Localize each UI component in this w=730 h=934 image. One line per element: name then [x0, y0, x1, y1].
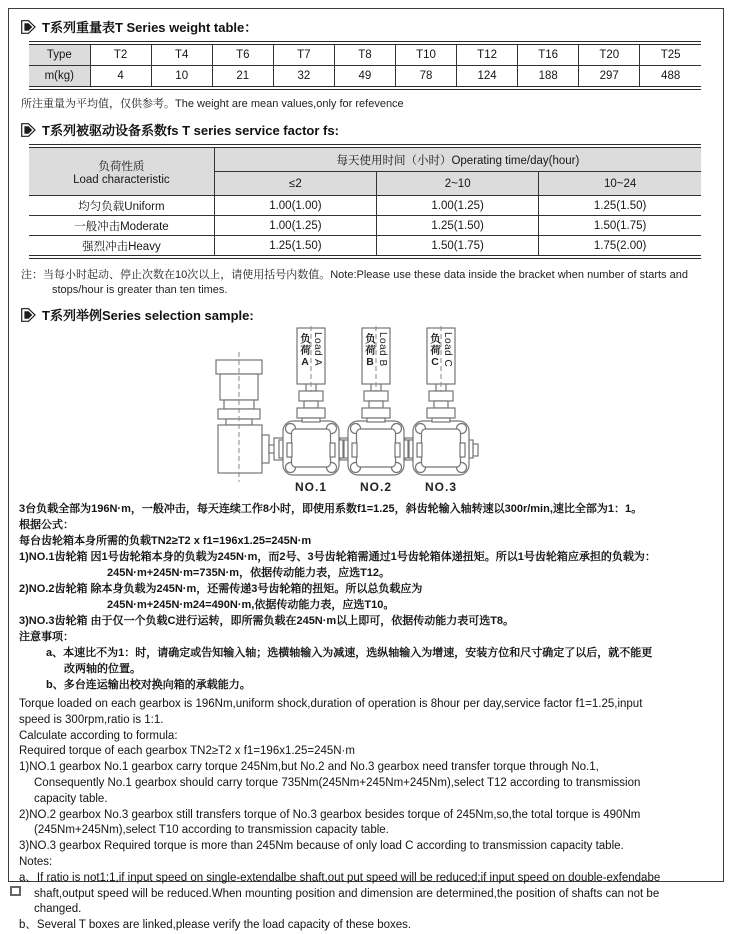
sample-section-title: T系列举例Series selection sample:: [42, 308, 254, 323]
cn-line: 245N·m+245N·m24=490N·m,依据传动能力表，应选T10。: [107, 599, 395, 611]
service-row-label: 一般冲击Moderate: [29, 216, 214, 236]
service-value: 1.50(1.75): [539, 216, 701, 236]
weight-value: 188: [518, 66, 579, 87]
service-factor-section-header: [21, 120, 723, 139]
weight-value: 21: [212, 66, 273, 87]
service-value: 1.00(1.25): [377, 196, 539, 216]
load-b-label-zh: 负荷B: [364, 333, 376, 369]
cn-line: 245N·m+245N·m=735N·m，依据传动能力表，应选T12。: [107, 567, 391, 579]
time-col-header: ≤2: [214, 172, 376, 196]
cn-line: 3台负载全部为196N·m，一般冲击，每天连续工作8小时，即使用系数f1=1.25，斜齿轮输入轴转速以300r/min,速比全部为1：1。: [19, 503, 643, 515]
weight-value: 297: [579, 66, 640, 87]
en-line: 2)NO.2 gearbox No.3 gearbox still transfers torque of No.3 gearbox besides torque of 245Nm,so,the total torque is 490Nm: [19, 808, 641, 821]
service-section-title: T系列被驱动设备系数fs T series service factor fs:: [42, 123, 339, 138]
service-value: 1.00(1.25): [214, 216, 376, 236]
weight-row-label: m(kg): [29, 66, 90, 87]
weight-table: [29, 41, 701, 90]
cn-line: b、多台连运输出校对换向箱的承载能力。: [46, 679, 251, 691]
motor: [216, 360, 283, 473]
cn-line: 3)NO.3齿轮箱 由于仅一个负载C进行运转，即所需负载在245N·m以上即可，依据传动能力表可选T8。: [19, 615, 515, 627]
service-value: 1.75(2.00): [539, 236, 701, 256]
weight-col-header: T2: [90, 45, 151, 66]
weight-table-value-row: [29, 66, 701, 87]
weight-col-header: T4: [151, 45, 212, 66]
load-c-label-en: Load C: [442, 332, 453, 368]
gearbox-label-3: NO.3: [424, 480, 458, 494]
weight-value: 32: [273, 66, 334, 87]
weight-col-header: T7: [273, 45, 334, 66]
en-line: Required torque of each gearbox TN2≥T2 x f1=196x1.25=245N·m: [19, 745, 355, 758]
weight-col-header: Type: [29, 45, 90, 66]
bracket-note-line1: 注：当每小时起动、停止次数在10次以上，请使用括号内数值。Note:Please use these data inside the bracket when number of starts and: [21, 269, 688, 281]
weight-col-header: T16: [518, 45, 579, 66]
load-b-label-en: Load B: [377, 332, 388, 367]
en-line: Torque loaded on each gearbox is 196Nm,uniform shock,duration of operation is 8hour per day,service factor f1=1.25,input: [19, 698, 643, 710]
load-a-label-en: Load A: [312, 332, 323, 367]
weight-col-header: T20: [579, 45, 640, 66]
time-col-header: 2~10: [377, 172, 539, 196]
section-arrow-icon: [21, 20, 36, 34]
sample-section-header: [21, 305, 723, 324]
section-arrow-icon: [21, 308, 36, 322]
service-factor-table: [29, 144, 701, 259]
cn-line: 改两轴的位置。: [64, 663, 141, 675]
weight-col-header: T6: [212, 45, 273, 66]
load-characteristic-en: Load characteristic: [73, 173, 170, 186]
bracket-note-line2: stops/hour is greater than ten times.: [52, 284, 228, 296]
en-line: 3)NO.3 gearbox Required torque is more than 245Nm because of only load C according to transmission capacity table.: [19, 840, 624, 853]
weight-value: 488: [640, 66, 701, 87]
service-row-uniform: [29, 196, 701, 216]
service-value: 1.00(1.00): [214, 196, 376, 216]
service-row-label: 均匀负载Uniform: [29, 196, 214, 216]
selection-sample-diagram: [9, 326, 723, 496]
en-line: shaft,output speed will be reduced.When mounting position and dimension are determined,the position of shafts can not be: [34, 887, 660, 900]
cn-line: 根据公式：: [19, 519, 74, 531]
en-line: Consequently No.1 gearbox should carry torque 735Nm(245Nm+245Nm+245Nm),select T12 according to transmission: [34, 776, 641, 789]
section-arrow-icon: [21, 123, 36, 137]
weight-table-header-row: [29, 45, 701, 66]
en-line: capacity table.: [34, 792, 108, 805]
load-characteristic-zh: 负荷性质: [98, 160, 145, 173]
en-line: Calculate according to formula:: [19, 729, 178, 742]
load-a-label-zh: 负荷A: [299, 333, 311, 369]
weight-col-header: T10: [395, 45, 456, 66]
page-frame: [8, 8, 724, 932]
service-row-heavy: [29, 236, 701, 256]
chinese-explanation: [19, 501, 723, 693]
en-line: Notes:: [19, 855, 53, 868]
operating-time-header: 每天使用时间（小时）Operating time/day(hour): [214, 148, 701, 172]
service-header-row-1: [29, 148, 701, 172]
en-line: 1)NO.1 gearbox No.1 gearbox carry torque 245Nm,but No.2 and No.3 gearbox need transfer torque through No.1,: [19, 761, 599, 774]
en-line: speed is 300rpm,ratio is 1:1.: [19, 713, 164, 726]
weight-value: 78: [395, 66, 456, 87]
gearbox-label-2: NO.2: [359, 480, 393, 494]
cn-line: 1)NO.1齿轮箱 因1号齿轮箱本身的负载为245N·m，而2号、3号齿轮箱需通过1号齿轮箱体递扭矩。所以1号齿轮箱应承担的负载为：: [19, 551, 656, 563]
english-explanation: [19, 697, 723, 934]
weight-value: 124: [457, 66, 518, 87]
cn-line: 2)NO.2齿轮箱 除本身负载为245N·m，还需传递3号齿轮箱的扭矩。所以总负载应为: [19, 583, 423, 595]
gearbox-label-1: NO.1: [294, 480, 328, 494]
weight-value: 4: [90, 66, 151, 87]
en-line: a、If ratio is not1:1,if input speed on single-extendalbe shaft,out put speed will be reduced;if input speed on double-exfendabe: [19, 871, 661, 884]
en-line: changed.: [34, 903, 82, 916]
time-col-header: 10~24: [539, 172, 701, 196]
weight-value: 49: [334, 66, 395, 87]
service-value: 1.25(1.50): [539, 196, 701, 216]
cn-line: 每台齿轮箱本身所需的负载TN2≥T2 x f1=196x1.25=245N·m: [19, 535, 312, 547]
weight-value: 10: [151, 66, 212, 87]
load-c-label-zh: 负荷C: [429, 333, 441, 369]
service-value: 1.25(1.50): [377, 216, 539, 236]
weight-col-header: T25: [640, 45, 701, 66]
weight-section-title: T系列重量表T Series weight table：: [42, 20, 258, 35]
weight-col-header: T8: [334, 45, 395, 66]
weight-col-header: T12: [457, 45, 518, 66]
en-line: b、Several T boxes are linked,please verify the load capacity of these boxes.: [19, 919, 412, 932]
cn-line: a、本速比不为1：时，请确定或告知输入轴；选横轴输入为减速，选纵轴输入为增速，安装方位和尺寸确定了以后，就不能更: [46, 647, 653, 659]
next-section-marker-icon: [10, 886, 21, 896]
bracket-note: [21, 268, 705, 298]
service-row-moderate: [29, 216, 701, 236]
weight-note: 所注重量为平均值，仅供参考。The weight are mean values,only for refevence: [21, 98, 404, 110]
service-row-label: 强烈冲击Heavy: [29, 236, 214, 256]
en-line: (245Nm+245Nm),select T10 according to transmission capacity table.: [34, 824, 389, 837]
service-value: 1.25(1.50): [214, 236, 376, 256]
cn-line: 注意事项：: [19, 631, 74, 643]
load-characteristic-header: [29, 148, 214, 196]
weight-table-section-header: [21, 17, 723, 36]
service-value: 1.50(1.75): [377, 236, 539, 256]
